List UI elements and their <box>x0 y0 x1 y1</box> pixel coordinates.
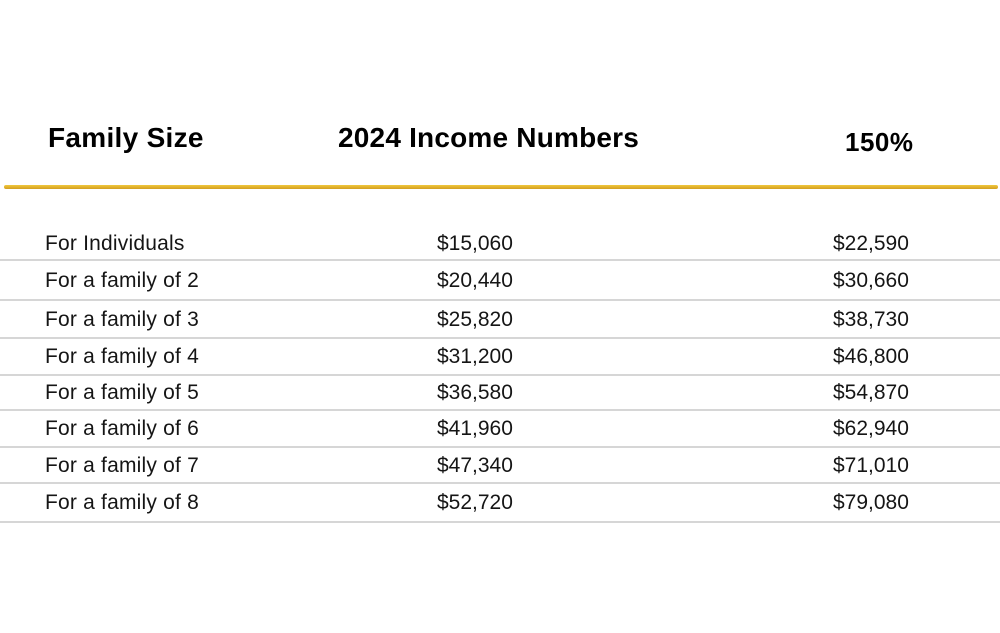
table-row <box>0 376 1000 411</box>
table-row <box>0 484 1000 523</box>
row-150pct-value: $30,660 <box>833 268 909 292</box>
row-income-value: $47,340 <box>437 453 513 477</box>
column-header-150-percent: 150% <box>845 127 914 157</box>
table-row <box>0 301 1000 339</box>
table-row <box>0 261 1000 301</box>
column-header-2024-income: 2024 Income Numbers <box>338 122 640 153</box>
row-income-value: $20,440 <box>437 268 513 292</box>
row-label: For Individuals <box>45 232 185 255</box>
table-row <box>0 189 1000 261</box>
table-row <box>0 339 1000 376</box>
row-label: For a family of 3 <box>45 307 199 331</box>
row-150pct-value: $62,940 <box>833 417 909 440</box>
row-income-value: $36,580 <box>437 381 513 404</box>
row-label: For a family of 8 <box>45 491 199 514</box>
row-income-value: $31,200 <box>437 345 513 368</box>
row-income-value: $52,720 <box>437 491 513 514</box>
row-label: For a family of 5 <box>45 381 199 404</box>
row-150pct-value: $22,590 <box>833 232 909 255</box>
row-150pct-value: $46,800 <box>833 345 909 368</box>
table-row <box>0 448 1000 484</box>
row-income-value: $15,060 <box>437 232 513 255</box>
column-header-family-size: Family Size <box>48 122 204 153</box>
income-table-body <box>0 189 1000 523</box>
row-label: For a family of 6 <box>45 417 199 440</box>
table-row <box>0 411 1000 448</box>
row-income-value: $41,960 <box>437 417 513 440</box>
row-label: For a family of 7 <box>45 453 199 477</box>
row-150pct-value: $54,870 <box>833 381 909 404</box>
row-150pct-value: $79,080 <box>833 491 909 514</box>
row-150pct-value: $38,730 <box>833 307 909 331</box>
row-150pct-value: $71,010 <box>833 453 909 477</box>
row-label: For a family of 2 <box>45 268 199 292</box>
row-label: For a family of 4 <box>45 345 199 368</box>
row-income-value: $25,820 <box>437 307 513 331</box>
